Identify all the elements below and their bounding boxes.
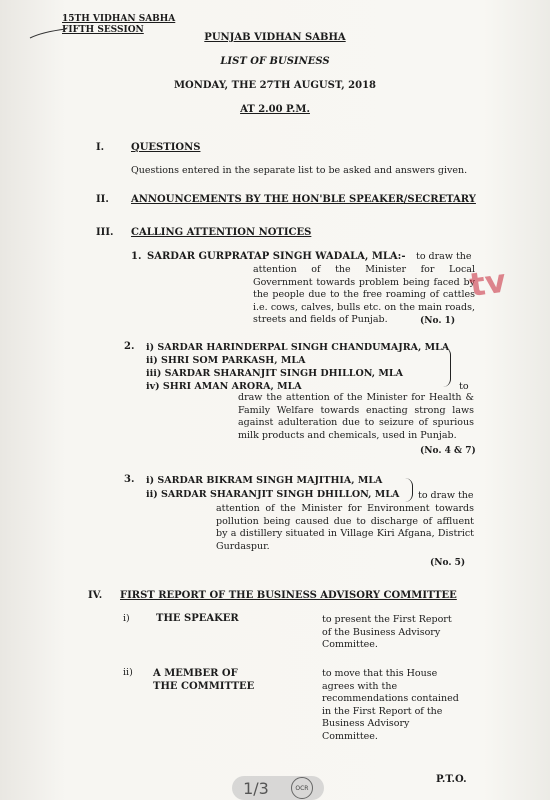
notice-number: 3. (124, 474, 135, 485)
ocr-icon[interactable]: OCR (291, 777, 313, 799)
item-who: THE SPEAKER (156, 613, 239, 624)
member-name: i) SARDAR BIKRAM SINGH MAJITHIA, MLA (146, 475, 383, 486)
notice-lead: to draw the (418, 490, 474, 501)
section-heading: CALLING ATTENTION NOTICES (131, 227, 312, 238)
page-indicator: 1/3 (243, 778, 269, 798)
notice-body: attention of the Minister for Local Government towards problem being faced by the people due to the free roaming of cattles i.e. cows, calves, bulls etc. on the main roads, streets and fields of Punjab. (253, 264, 475, 325)
page-title: PUNJAB VIDHAN SABHA (204, 32, 346, 43)
item-number: ii) (123, 667, 133, 678)
notice-body: draw the attention of the Minister for Health & Family Welfare towards enacting strong laws against adulteration due to seizure of spurious milk products and chemicals, used in Punjab. (238, 392, 474, 441)
section-number: II. (96, 194, 109, 205)
brace (440, 347, 451, 387)
section-body: Questions entered in the separate list to be asked and answers given. (131, 165, 468, 176)
notice-lead: to (459, 381, 469, 392)
item-who-line: THE COMMITTEE (153, 681, 255, 692)
notice-ref: (No. 4 & 7) (420, 446, 476, 456)
section-number: I. (96, 142, 105, 153)
item-what: to move that this House agrees with the recommendations contained in the First Report of the Business Advisory Committee. (322, 668, 459, 742)
notice-number: 1. (131, 251, 142, 262)
page-indicator-bar[interactable] (232, 776, 324, 800)
member-name: iii) SARDAR SHARANJIT SINGH DHILLON, MLA (146, 368, 403, 379)
item-who (153, 667, 254, 693)
section-heading: QUESTIONS (131, 142, 201, 153)
session-name: FIFTH SESSION (62, 25, 144, 35)
section-number: IV. (88, 590, 103, 601)
member-name: ii) SHRI SOM PARKASH, MLA (146, 355, 306, 366)
member-name: iv) SHRI AMAN ARORA, MLA (146, 381, 302, 392)
section-heading: ANNOUNCEMENTS BY THE HON'BLE SPEAKER/SECRETARY (131, 194, 476, 205)
section-number: III. (96, 227, 114, 238)
notice-number: 2. (124, 341, 135, 352)
channel-logo: tv (467, 261, 509, 305)
member-name: ii) SARDAR SHARANJIT SINGH DHILLON, MLA (146, 489, 400, 500)
notice-lead: to draw the (416, 251, 472, 262)
notice-body: attention of the Minister for Environment towards pollution being caused due to discharge of affluent by a distillery situated in Village Kiri Afgana, District Gurdaspur. (216, 503, 474, 552)
notice-ref: (No. 1) (420, 316, 456, 326)
pto-label: P.T.O. (436, 774, 467, 785)
brace (404, 478, 413, 502)
item-number: i) (123, 613, 130, 624)
notice-members (146, 474, 399, 502)
item-what: to present the First Report of the Business Advisory Committee. (322, 614, 452, 650)
section-heading: FIRST REPORT OF THE BUSINESS ADVISORY COMMITTEE (120, 590, 457, 601)
member-name: i) SARDAR HARINDERPAL SINGH CHANDUMAJRA, MLA (146, 342, 450, 353)
notice-ref: (No. 5) (430, 558, 466, 568)
item-who-line: A MEMBER OF (153, 668, 238, 679)
date-line: MONDAY, THE 27TH AUGUST, 2018 (173, 80, 377, 91)
notice-member: SARDAR GURPRATAP SINGH WADALA, MLA:- (147, 251, 406, 262)
notice-members (146, 341, 449, 393)
vidhan-sabha-number: 15TH VIDHAN SABHA (62, 14, 176, 24)
time-line: AT 2.00 P.M. (240, 104, 310, 115)
page-subtitle: LIST OF BUSINESS (220, 56, 330, 67)
